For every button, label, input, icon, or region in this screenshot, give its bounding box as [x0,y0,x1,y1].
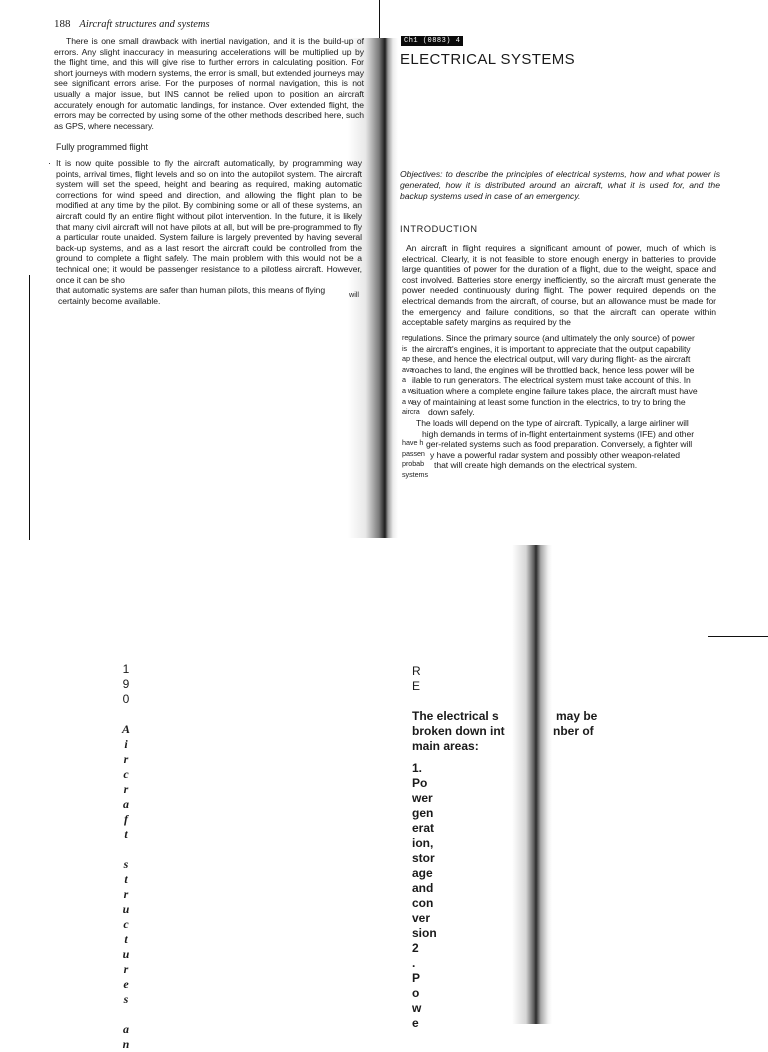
section-heading: Fully programmed flight [56,142,148,152]
narrow-line: con [412,896,434,910]
heading-char: R [412,664,421,678]
text-line: situation where a complete engine failure takes place, the aircraft must have [412,385,698,396]
vertical-running-head [116,662,136,1052]
stack-char: t [124,932,128,946]
text-line: roaches to land, the engines will be throttled back, hence less power will be [412,364,695,375]
stack-char: n [122,1037,130,1051]
margin-fragment: is [402,343,408,353]
text-fragment: nber of [553,724,594,738]
text-line: ulations. Since the primary source (and ultimately the only source) of power [412,333,695,343]
text-line: the aircraft's engines, it is important to appreciate that the output capability [412,343,691,354]
margin-fragment: systems [402,469,429,479]
narrow-text-column [412,761,442,1031]
text-line: high demands in terms of in-flight entertainment systems (IFE) and other [422,428,695,439]
stack-char: 9 [122,677,130,691]
narrow-line: gen [412,806,434,820]
stack-char: r [123,962,129,976]
stack-char: A [121,722,130,736]
vertical-heading-fragment [412,664,421,694]
narrow-line: 2 [412,941,419,955]
text-line: ay of maintaining at least some function in the electrics, to try to bring the [412,396,686,407]
text-line: The loads will depend on the type of aircraft. Typically, a large airliner will [416,418,689,428]
text-line: down safely. [428,407,475,418]
narrow-line: 1. [412,761,423,775]
frame-line-left [29,275,30,540]
margin-fragment: probab [402,459,425,469]
bullet-mark: · [48,158,51,168]
margin-fragment: ap [402,354,410,364]
stack-char: r [123,782,129,796]
margin-fragment: a w [402,396,414,406]
stack-char: c [123,917,129,931]
gutter-fragment: will [349,290,359,299]
stack-gap [116,1007,136,1022]
heading-char: E [412,679,421,693]
stack-char: u [122,902,130,916]
stack-char: 1 [122,662,130,676]
margin-fragment: have h [402,438,424,447]
narrow-line: sion [412,926,437,940]
loads-paragraph [416,418,716,471]
running-title: Aircraft structures and systems [79,19,210,30]
stack-char: f [124,812,128,826]
introduction-paragraph: An aircraft in flight requires a significant amount of power, much of which is electrical. Clearly, it is not feasible to store enough energy in batteries to provide large quantities of power for the duration of a flight, due to the weight, space and cost involved. Batteries store energy inefficiently, so the aircraft must generate the power needed continuously during flight. The power required depends on the electrical demands from the aircraft, of course, but an allowance must be made for the emergency and failure conditions, so that the aircraft can operate within acceptable safety margins as required by the [402,243,716,328]
frame-line-top [379,0,380,40]
text-line: ger-related systems such as food preparation. Conversely, a fighter will [426,439,693,450]
stack-gap [116,842,136,857]
narrow-line: ver [412,911,431,925]
introduction-heading: INTRODUCTION [400,224,478,234]
programmed-flight-paragraph [56,158,362,306]
stack-char: 0 [122,692,130,706]
text-line: The electrical s [412,709,499,723]
inertial-navigation-paragraph: There is one small drawback with inertial navigation, and it is the build-up of errors. Any slight inaccuracy in measuring accelerations will be multiplied up by the flight time, and this will give rise to further errors in calculating position. For short journeys with modern systems, the error is small, but extended journeys may see significant errors arise. For the purposes of normal navigation, this is not usually a major issue, but INS cannot be relied upon to position an aircraft accurately enough for automatic landings, for instance. Over extended flight, the errors may be corrected by using some of the other methods described here, such as GPS, where necessary. [54,36,364,131]
narrow-line: P [412,971,421,985]
narrow-line: w [412,1001,422,1015]
narrow-line: stor [412,851,435,865]
text-line: ilable to run generators. The electrical system must take account of this. In [412,375,691,386]
chapter-title: ELECTRICAL SYSTEMS [400,51,576,68]
text-fragment: may be [556,709,598,723]
paragraph-body: It is now quite possible to fly the aircraft automatically, by programming way points, arrival times, flight levels and so on into the autopilot system. The aircraft system will set the speed, height and bearing as required, making automatic corrections for wind speed and direction, and allowing the flight plan to be modified at any time by the pilot. By combining some or all of these systems, an aircraft could fly an entire flight without pilot intervention. In the future, it is likely that many civil aircraft will not have pilots at all, but will be pre-programmed to fly a particular route unaided. System failure is largely prevented by having several back-up systems, and as a last resort the aircraft could be controlled from the ground to complete a flight safely. The main problem with this would not be a technical one; it would be passenger resistance to a pilotless aircraft. However, once it can be sho [56,158,362,285]
stack-gap [116,707,136,722]
book-gutter-bottom [512,545,552,1024]
narrow-line: . [412,956,416,970]
stack-char: s [123,992,129,1006]
narrow-line: o [412,986,420,1000]
stack-char: u [122,947,130,961]
margin-fragment: a w [402,385,414,395]
narrow-line: wer [412,791,433,805]
narrow-line: e [412,1016,419,1030]
stack-char: i [124,737,128,751]
margin-fragment: passen [402,448,425,458]
margin-fragment: reg [402,333,413,342]
running-head [54,18,210,30]
chapter-objectives: Objectives: to describe the principles of electrical systems, how and what power is generated, how it is distributed around an aircraft, what it is used for, and the backup systems used in case of an emergency. [400,169,720,201]
chapter-label: Ch1 (0883) 4 [401,36,463,46]
stack-char: t [124,872,128,886]
narrow-line: Po [412,776,428,790]
stack-char: a [123,797,129,811]
stack-char: r [123,887,129,901]
text-line: that will create high demands on the electrical system. [434,460,638,471]
stack-char: a [123,1022,129,1036]
text-line: these, and hence the electrical output, will vary during flight- as the aircraft [412,354,691,365]
paragraph-end: certainly become available. [58,295,161,306]
rule-line [708,636,768,637]
stack-char: e [123,977,129,991]
stack-char: r [123,752,129,766]
margin-fragment: aircra [402,407,420,417]
stack-char: t [124,827,128,841]
narrow-line: age [412,866,433,880]
text-line: y have a powerful radar system and possibly other weapon-related [430,449,680,460]
introduction-continued [412,333,716,418]
margin-fragment: a [402,375,406,385]
page-number: 188 [54,18,71,30]
stack-char: s [123,857,129,871]
narrow-line: ion, [412,836,434,850]
text-line: broken down int [412,724,505,738]
narrow-line: erat [412,821,435,835]
narrow-line: and [412,881,434,895]
text-line: main areas: [412,739,479,753]
margin-fragment: ava [402,364,414,374]
stack-char: c [123,767,129,781]
paragraph-tail: that automatic systems are safer than human pilots, this means of flying [56,285,326,296]
